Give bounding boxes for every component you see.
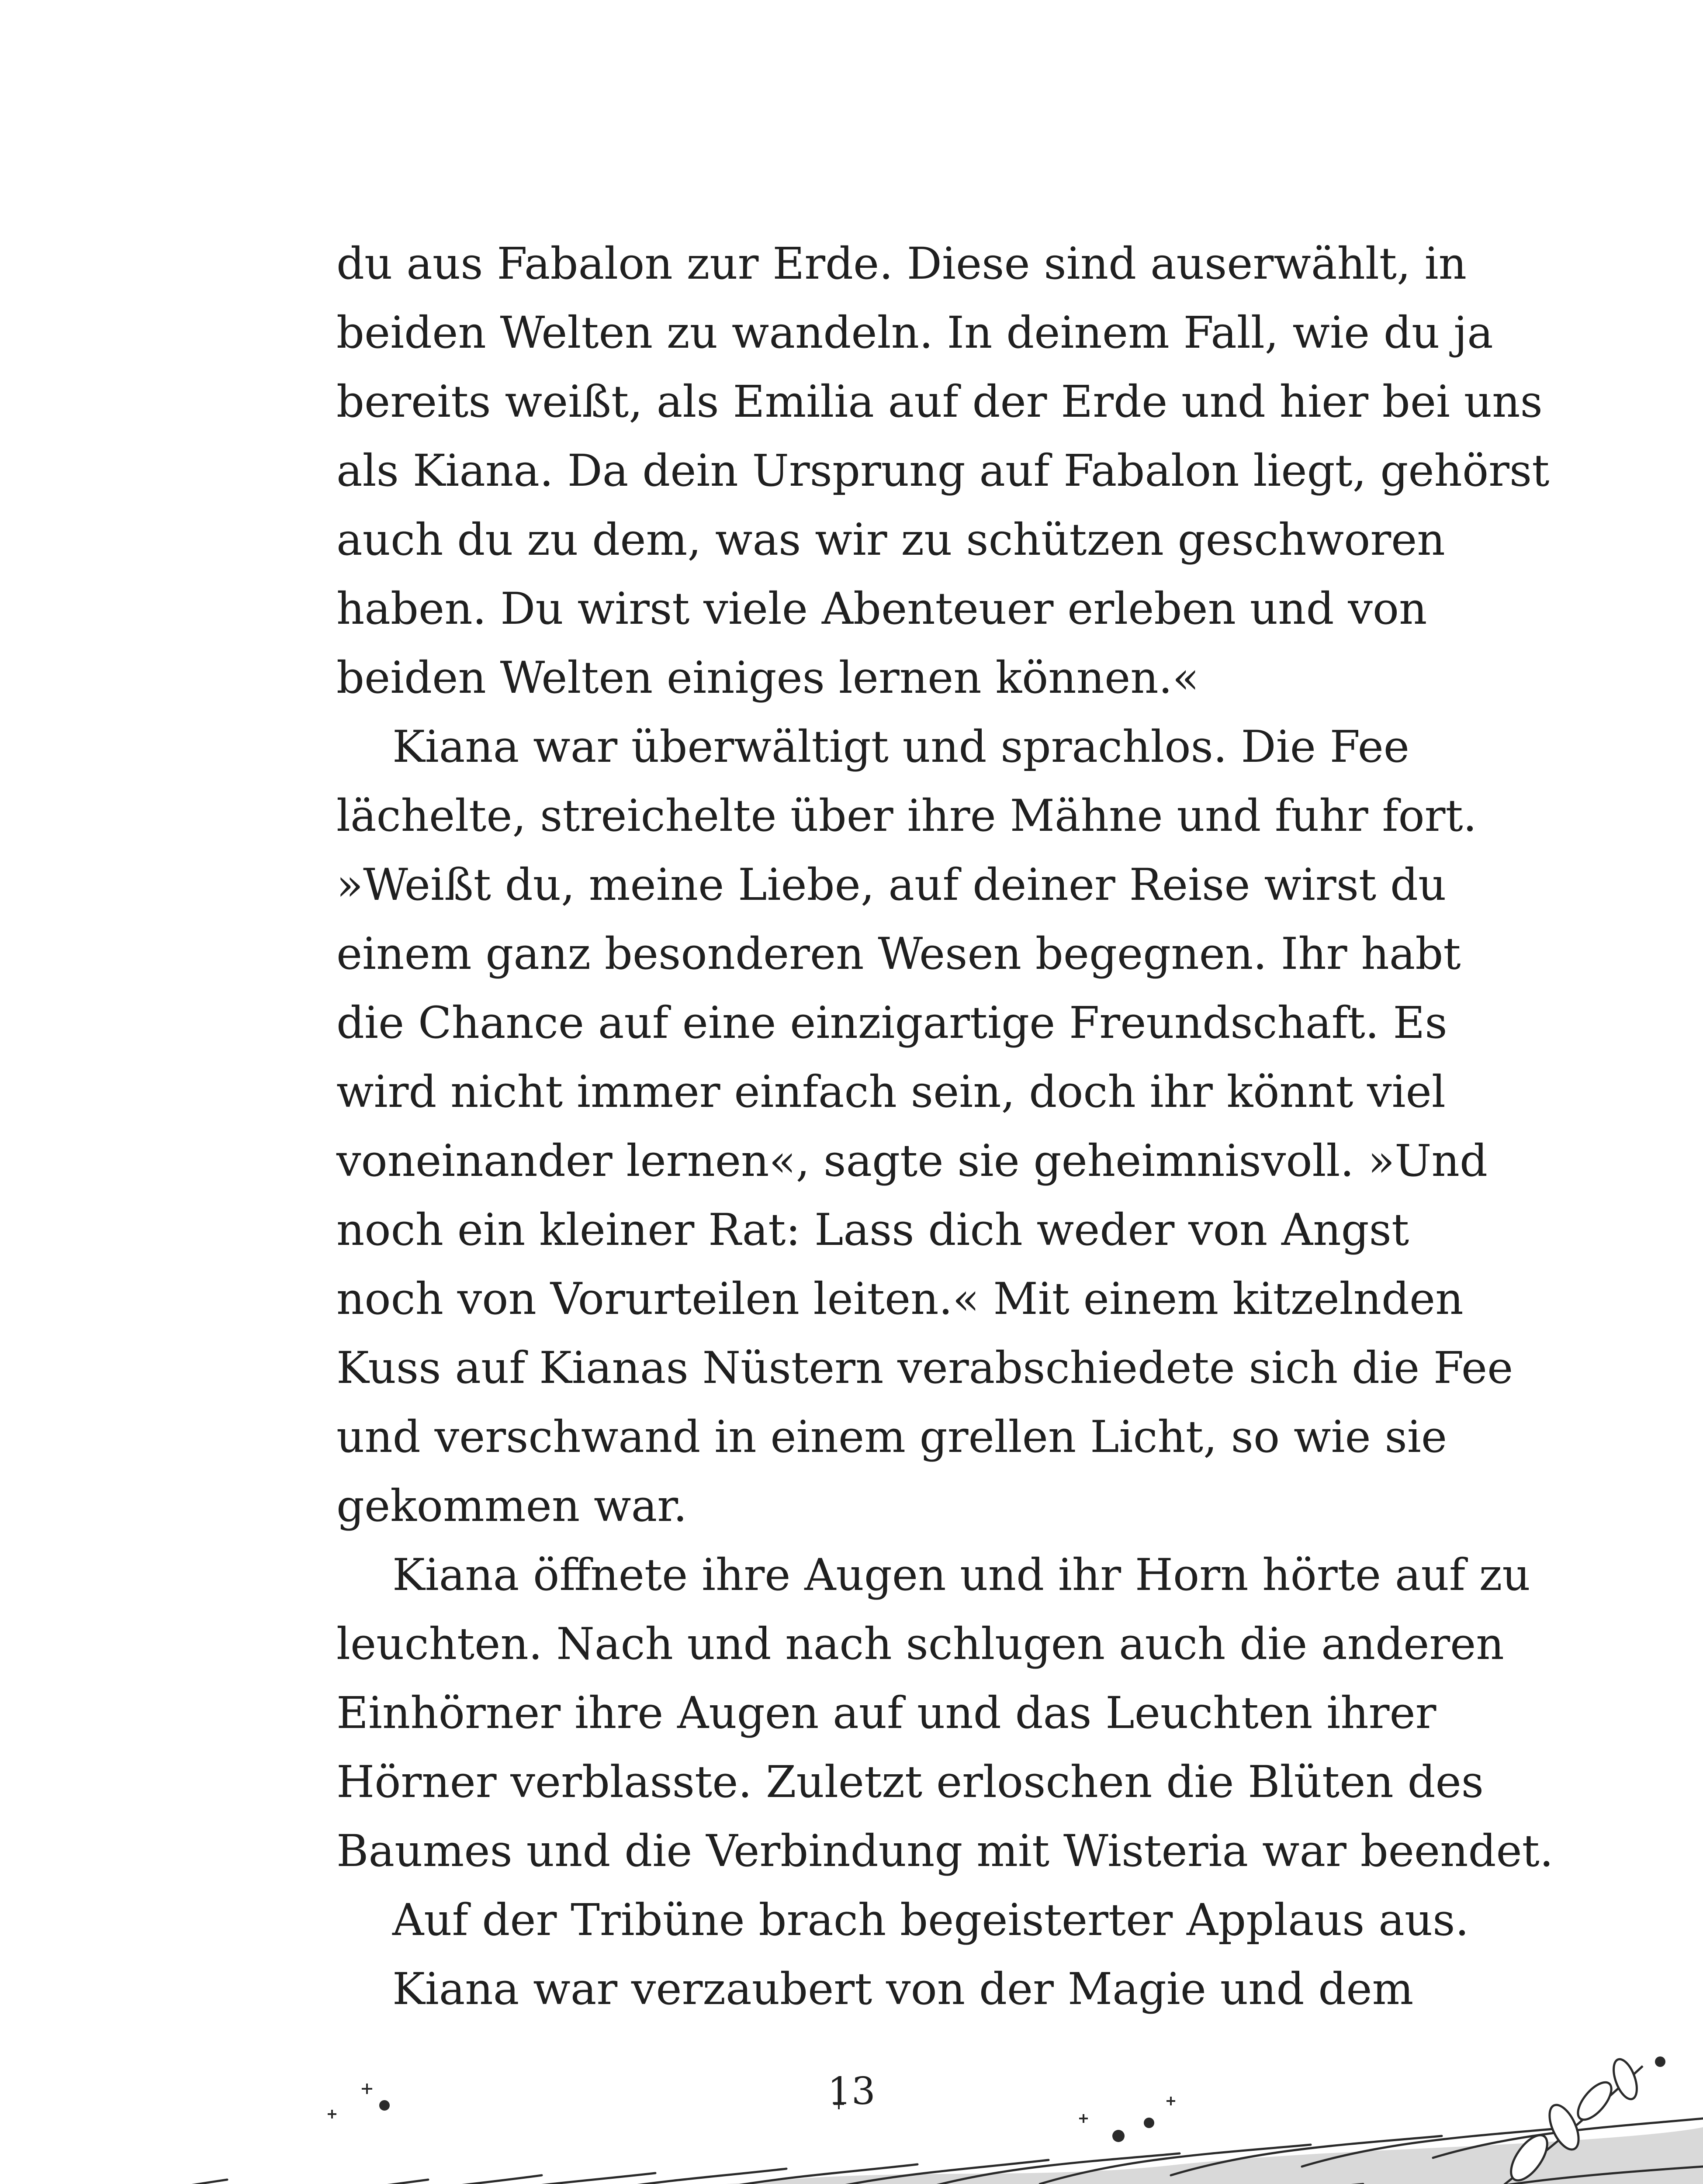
text-line: haben. Du wirst viele Abenteuer erleben und von — [336, 583, 1427, 634]
text-line: wird nicht immer einfach sein, doch ihr könnt viel — [336, 1066, 1446, 1117]
text-line: auch du zu dem, was wir zu schützen geschworen — [336, 514, 1445, 565]
text-line: Hörner verblasste. Zuletzt erloschen die Blüten des — [336, 1756, 1484, 1807]
text-line: lächelte, streichelte über ihre Mähne und fuhr fort. — [336, 790, 1477, 841]
text-line: Kuss auf Kianas Nüstern verabschiedete sich die Fee — [336, 1342, 1513, 1393]
text-line: leuchten. Nach und nach schlugen auch die anderen — [336, 1618, 1504, 1669]
page-number: 13 — [827, 2070, 876, 2113]
text-line: Kiana war verzaubert von der Magie und dem — [392, 1963, 1414, 2015]
text-line: bereits weißt, als Emilia auf der Erde und hier bei uns — [336, 376, 1543, 427]
text-line: Auf der Tribüne brach begeisterter Applaus aus. — [392, 1894, 1469, 1946]
ground-band — [0, 2127, 1703, 2184]
text-line: noch ein kleiner Rat: Lass dich weder von Angst — [336, 1204, 1409, 1255]
text-line: du aus Fabalon zur Erde. Diese sind auserwählt, in — [336, 238, 1467, 289]
text-line: Einhörner ihre Augen auf und das Leuchten ihrer — [336, 1687, 1436, 1738]
text-line: beiden Welten einiges lernen können.« — [336, 652, 1199, 703]
text-line: einem ganz besonderen Wesen begegnen. Ihr habt — [336, 928, 1461, 979]
text-line: als Kiana. Da dein Ursprung auf Fabalon liegt, gehörst — [336, 445, 1550, 496]
sparkles — [328, 2084, 1175, 2123]
text-line: Baumes und die Verbindung mit Wisteria war beendet. — [336, 1825, 1554, 1876]
text-line: »Weißt du, meine Liebe, auf deiner Reise wirst du — [336, 859, 1447, 910]
text-line: beiden Welten zu wandeln. In deinem Fall, wie du ja — [336, 307, 1493, 358]
text-line: und verschwand in einem grellen Licht, so wie sie — [336, 1411, 1447, 1462]
text-line: Kiana öffnete ihre Augen und ihr Horn hörte auf zu — [392, 1549, 1530, 1600]
text-line: Kiana war überwältigt und sprachlos. Die Fee — [392, 721, 1409, 772]
text-line: voneinander lernen«, sagte sie geheimnisvoll. »Und — [336, 1135, 1488, 1186]
text-line: noch von Vorurteilen leiten.« Mit einem kitzelnden — [336, 1273, 1464, 1324]
text-line: die Chance auf eine einzigartige Freundschaft. Es — [336, 997, 1447, 1048]
meadow-illustration — [0, 2049, 1703, 2184]
body-text — [336, 229, 1554, 2024]
text-line: gekommen war. — [336, 1480, 687, 1531]
